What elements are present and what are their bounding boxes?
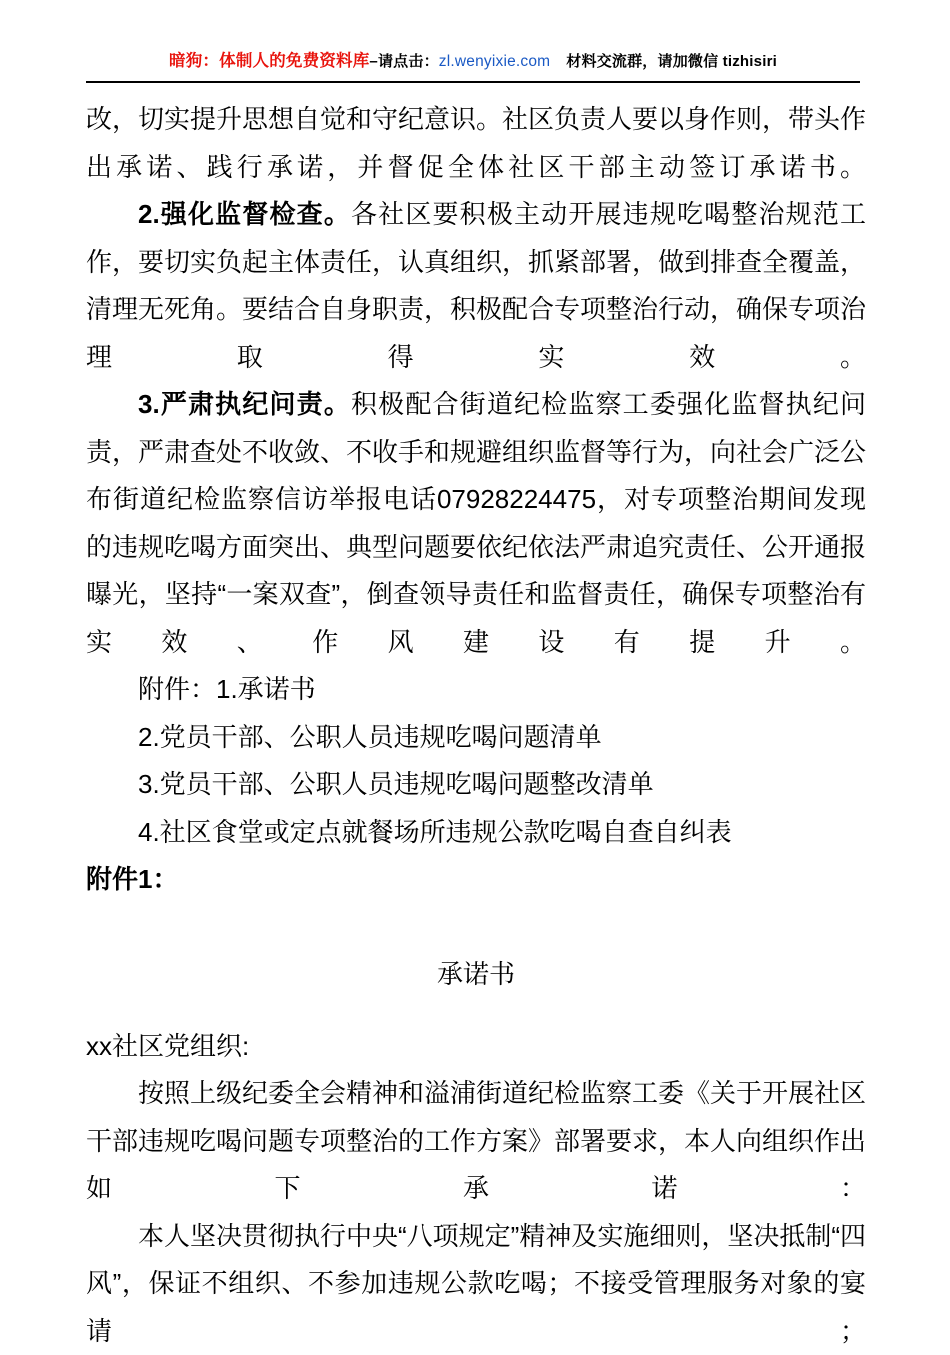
section-3-lead: 3.严肃执纪问责。 bbox=[138, 389, 351, 419]
header-divider bbox=[86, 81, 860, 83]
promo-header-inner bbox=[169, 46, 777, 77]
spacer-after-title bbox=[86, 999, 866, 1023]
spacer-before-title bbox=[86, 904, 866, 952]
attachment-item-4: 4.社区食堂或定点就餐场所违规公款吃喝自查自纠表 bbox=[86, 809, 866, 857]
attachment-item-3: 3.党员干部、公职人员违规吃喝问题整改清单 bbox=[86, 761, 866, 809]
section-2-lead: 2.强化监督检查。 bbox=[138, 199, 351, 229]
brand-label: 暗狗：体制人的免费资料库 bbox=[169, 52, 369, 70]
click-prompt-label: –请点击： bbox=[369, 53, 438, 70]
contact-label: 材料交流群，请加微信 tizhisiri bbox=[566, 53, 777, 70]
addressee-line: xx社区党组织: bbox=[86, 1023, 866, 1071]
document-body bbox=[86, 96, 866, 1355]
resource-link[interactable]: zl.wenyixie.com bbox=[439, 53, 551, 70]
section-2-text: 各社区要积极主动开展违规吃喝整治规范工作，要切实负起主体责任，认真组织，抓紧部署，做到排查全覆盖，清理无死角。要结合自身职责，积极配合专项整治行动，确保专项治理取得实效。 bbox=[86, 199, 866, 372]
attachment-1-heading: 附件1： bbox=[86, 856, 866, 904]
paragraph-section-3 bbox=[86, 381, 866, 666]
paragraph-section-2 bbox=[86, 191, 866, 381]
paragraph-continued: 改，切实提升思想自觉和守纪意识。社区负责人要以身作则，带头作出承诺、践行承诺，并督促全体社区干部主动签订承诺书。 bbox=[86, 96, 866, 191]
attachment-1-title: 承诺书 bbox=[86, 951, 866, 999]
commitment-paragraph-2: 本人坚决贯彻执行中央“八项规定”精神及实施细则，坚决抵制“四风”，保证不组织、不参加违规公款吃喝；不接受管理服务对象的宴请； bbox=[86, 1213, 866, 1355]
commitment-paragraph-1: 按照上级纪委全会精神和溢浦街道纪检监察工委《关于开展社区干部违规吃喝问题专项整治的工作方案》部署要求，本人向组织作出如下承诺： bbox=[86, 1070, 866, 1213]
section-3-text: 积极配合街道纪检监察工委强化监督执纪问责，严肃查处不收敛、不收手和规避组织监督等行为，向社会广泛公布街道纪检监察信访举报电话07928224475，对专项整治期间发现的违规吃喝方面突出、典型问题要依纪依法严肃追究责任、公开通报曝光，坚持“一案双查”，倒查领导责任和监督责任，确保专项整治有实效、作风建设有提升。 bbox=[86, 389, 866, 657]
promo-header bbox=[86, 46, 860, 82]
attachment-label-line: 附件：1.承诺书 bbox=[86, 666, 866, 714]
attachment-item-2: 2.党员干部、公职人员违规吃喝问题清单 bbox=[86, 714, 866, 762]
